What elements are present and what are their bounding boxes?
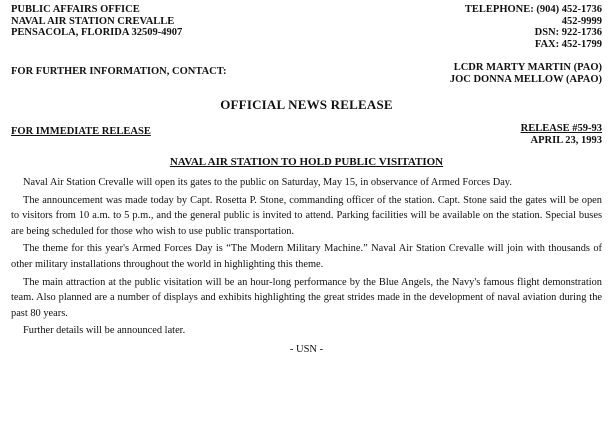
contact-names (450, 62, 602, 85)
body-paragraph: The theme for this year's Armed Forces Day is “The Modern Military Machine.” Naval Air Station Crevalle will join with thousands of other military installations throughout the world in highlighting this theme. (11, 243, 602, 270)
letterhead (11, 4, 602, 50)
article-body (11, 175, 602, 339)
end-mark: - USN - (289, 343, 324, 355)
dsn-line: DSN: 922-1736 (534, 27, 602, 38)
body-paragraph: The main attraction at the public visitation will be an hour-long performance by the Blue Angels, the Navy's famous flight demonstration team. Also planned are a number of displays and exhibits highlighting the great strides made in the development of naval aviation during the past 80 years. (11, 276, 602, 319)
release-number: RELEASE #59-93 (520, 123, 602, 134)
contact-name: LCDR MARTY MARTIN (PAO) (453, 62, 602, 73)
office-line: PUBLIC AFFAIRS OFFICE (11, 4, 140, 15)
contact-label: FOR FURTHER INFORMATION, CONTACT: (11, 66, 227, 77)
body-paragraph: Naval Air Station Crevalle will open its gates to the public on Saturday, May 15, in observance of Armed Forces Day. (23, 177, 512, 188)
document-title: OFFICIAL NEWS RELEASE (220, 97, 393, 112)
body-paragraph: The announcement was made today by Capt. Rosetta P. Stone, commanding officer of the station. Capt. Stone said the gates will be open to visitors from 10 a.m. to 5 p.m., and the general public is invited to attend. Parking facilities will be available on the station. Special buses are being scheduled for those who wish to use public transportation. (11, 194, 602, 237)
release-details (521, 123, 602, 147)
contact-name: JOC DONNA MELLOW (APAO) (449, 73, 602, 85)
contact-section (11, 62, 602, 85)
body-paragraph: Further details will be announced later. (23, 325, 186, 337)
release-info-row (11, 123, 602, 147)
telephone-alt-line: 452-9999 (561, 15, 602, 27)
office-line: NAVAL AIR STATION CREVALLE (11, 15, 175, 27)
office-address (11, 4, 182, 50)
fax-line: FAX: 452-1799 (534, 38, 602, 50)
phone-numbers (465, 4, 602, 50)
telephone-line: TELEPHONE: (904) 452-1736 (464, 4, 602, 15)
immediate-release-label: FOR IMMEDIATE RELEASE (11, 126, 151, 137)
office-line: PENSACOLA, FLORIDA 32509-4907 (11, 27, 183, 38)
headline: NAVAL AIR STATION TO HOLD PUBLIC VISITATION (169, 156, 444, 168)
release-date: APRIL 23, 1993 (530, 135, 602, 146)
